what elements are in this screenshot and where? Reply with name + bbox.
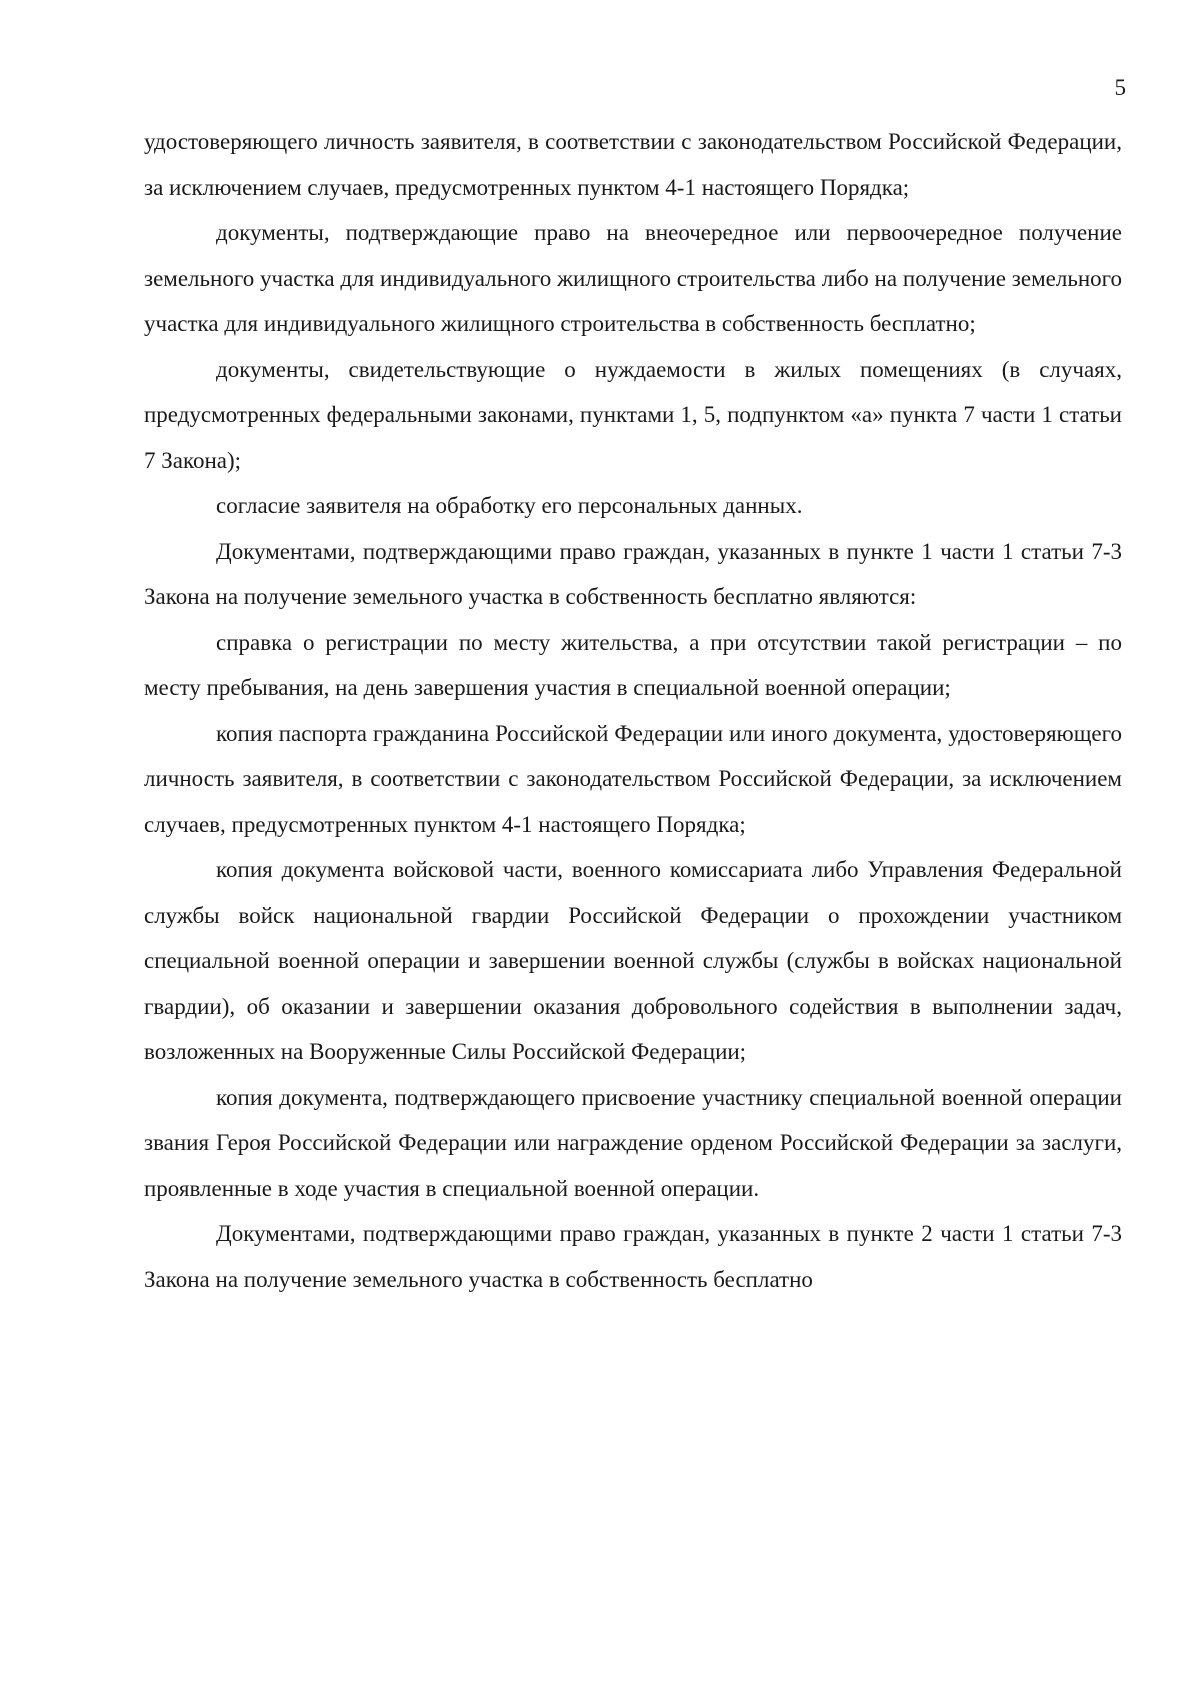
paragraph: документы, подтверждающие право на внеочередное или первоочередное получение земельного участка для индивидуального жилищного строительства либо на получение земельного участка для индивидуального жилищного строительства в собственность бесплатно; xyxy=(144,220,1122,336)
paragraph: копия документа войсковой части, военного комиссариата либо Управления Федеральной службы войск национальной гвардии Российской Федерации о прохождении участником специальной военной операции и завершении военной службы (службы в войсках национальной гвардии), об оказании и завершении оказания добровольного содействия в выполнении задач, возложенных на Вооруженные Силы Российской Федерации; xyxy=(144,857,1122,1064)
paragraph: документы, свидетельствующие о нуждаемости в жилых помещениях (в случаях, предусмотренных федеральными законами, пунктами 1, 5, подпунктом «а» пункта 7 части 1 статьи 7 Закона); xyxy=(144,356,1122,473)
paragraph: Документами, подтверждающими право граждан, указанных в пункте 1 части 1 статьи 7-3 Закона на получение земельного участка в собственность бесплатно являются: xyxy=(144,538,1122,609)
paragraph: Документами, подтверждающими право граждан, указанных в пункте 2 части 1 статьи 7-3 Закона на получение земельного участка в собственность бесплатно xyxy=(144,1221,1122,1292)
document-body xyxy=(144,119,1122,1302)
paragraph: удостоверяющего личность заявителя, в соответствии с законодательством Российской Федерации, за исключением случаев, предусмотренных пунктом 4-1 настоящего Порядка; xyxy=(144,129,1122,200)
paragraph: копия документа, подтверждающего присвоение участнику специальной военной операции звания Героя Российской Федерации или награждение орденом Российской Федерации за заслуги, проявленные в ходе участия в специальной военной операции. xyxy=(144,1084,1122,1201)
paragraph: копия паспорта гражданина Российской Федерации или иного документа, удостоверяющего личность заявителя, в соответствии с законодательством Российской Федерации, за исключением случаев, предусмотренных пунктом 4-1 настоящего Порядка; xyxy=(144,720,1122,837)
page-number: 5 xyxy=(1114,75,1126,100)
paragraph: справка о регистрации по месту жительства, а при отсутствии такой регистрации – по месту пребывания, на день завершения участия в специальной военной операции; xyxy=(144,629,1122,700)
paragraph: согласие заявителя на обработку его персональных данных. xyxy=(216,493,803,518)
